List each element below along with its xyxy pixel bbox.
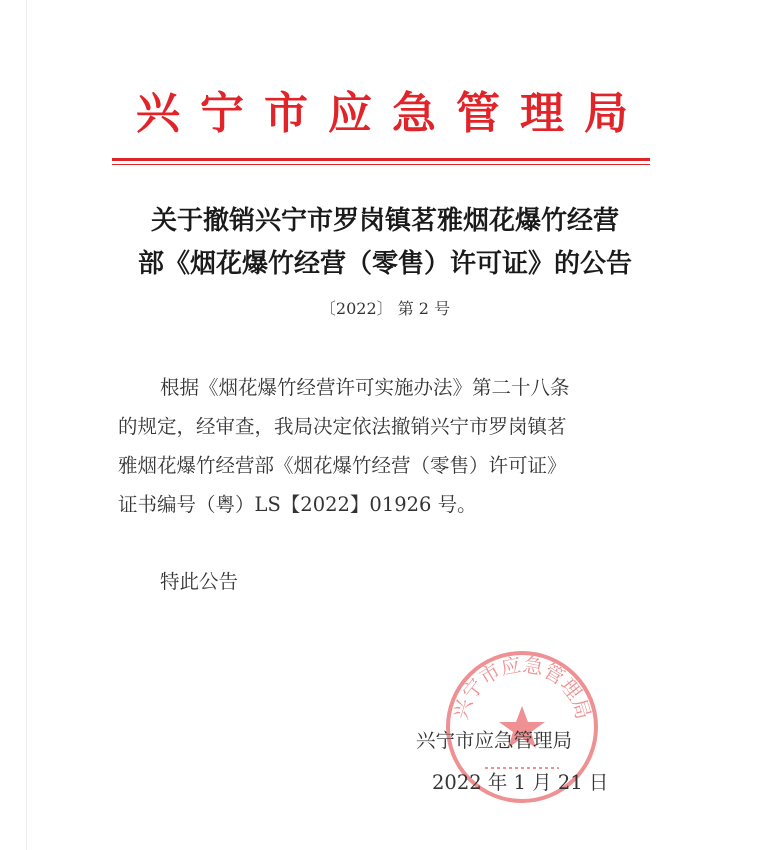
- signature-block: [416, 720, 608, 804]
- seal-text: 兴宁市应急管理局: [448, 652, 596, 723]
- document-title: [100, 200, 670, 286]
- body-line-4: 证书编号（粤）LS【2022】01926 号。: [118, 493, 477, 516]
- body-line-3: 雅烟花爆竹经营部《烟花爆竹经营（零售）许可证》: [118, 454, 567, 477]
- document-title-line-2: 部《烟花爆竹经营（零售）许可证》的公告: [137, 249, 632, 279]
- signature-org: 兴宁市应急管理局: [416, 729, 573, 752]
- body-paragraph: [118, 368, 678, 524]
- signature-date: 2022 年 1 月 21 日: [432, 771, 609, 794]
- red-rule-thin: [112, 164, 650, 165]
- issuer-header: 兴宁市应急管理局: [136, 88, 648, 139]
- body-line-1: 根据《烟花爆竹经营许可实施办法》第二十八条: [160, 376, 570, 399]
- document-number: 〔2022〕 第 2 号: [319, 299, 451, 318]
- document-title-line-1: 关于撤销兴宁市罗岗镇茗雅烟花爆竹经营: [150, 206, 619, 236]
- body-line-2: 的规定，经审查，我局决定依法撤销兴宁市罗岗镇茗: [118, 415, 567, 438]
- red-rule-thick: [112, 158, 650, 161]
- closing-remark: 特此公告: [160, 570, 239, 593]
